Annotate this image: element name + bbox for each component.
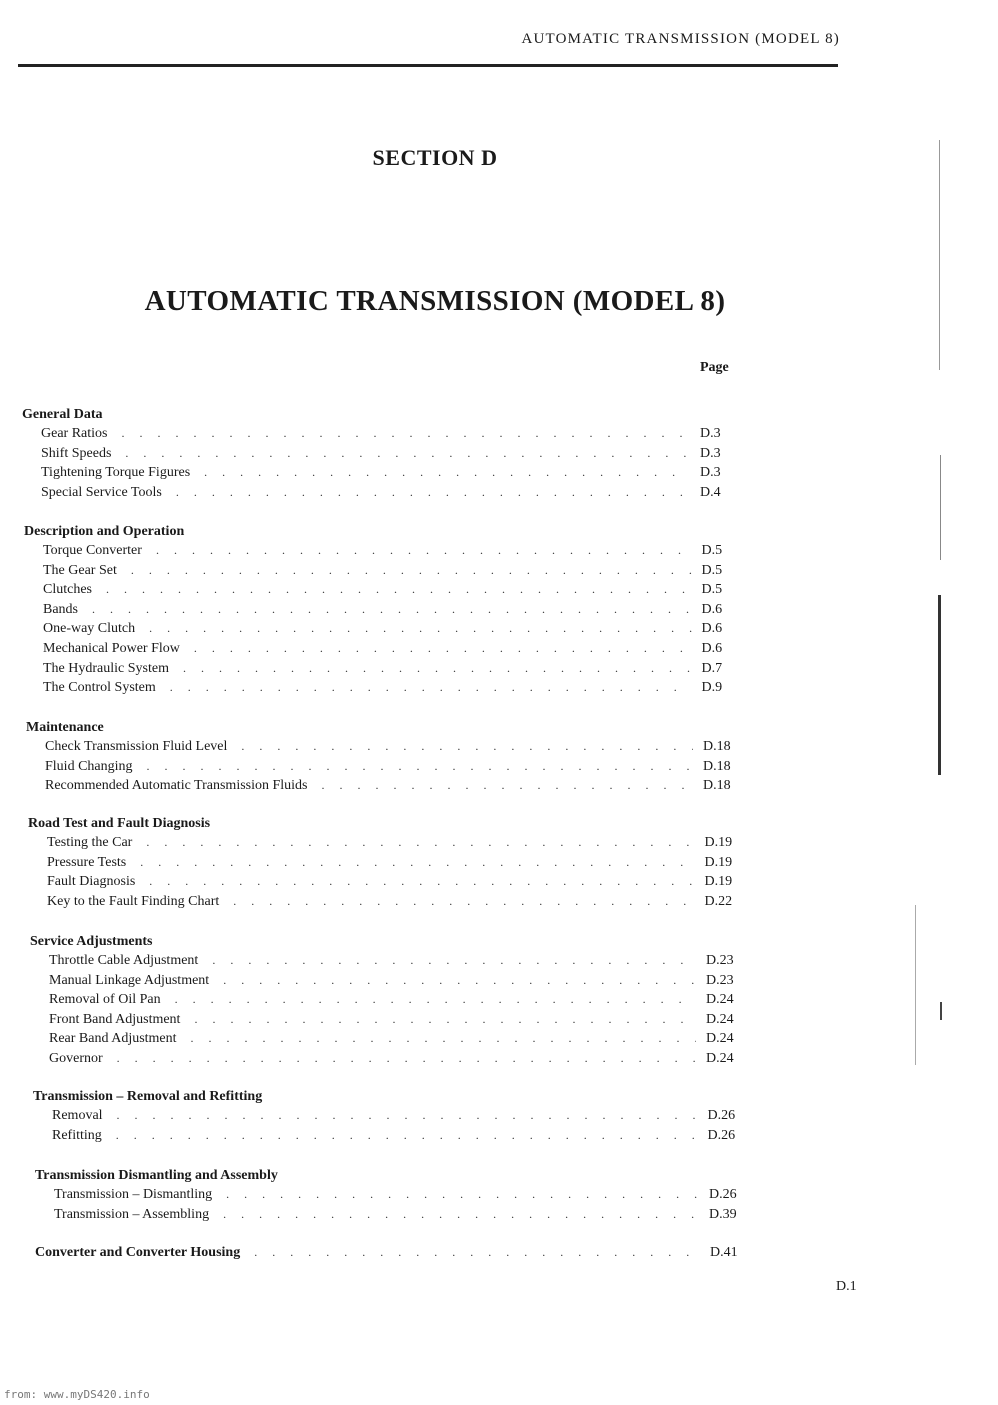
toc-entry-label: Governor [49,1051,103,1066]
toc-entry [52,1108,748,1128]
toc-entry-page: D.26 [707,1108,736,1123]
scan-mark [915,905,916,1065]
dot-leader [170,680,692,695]
toc-entry-label: Gear Ratios [41,426,108,441]
dot-leader [204,465,690,480]
toc-entry-page: D.6 [701,641,723,656]
toc-entry-label: Removal [52,1108,103,1123]
toc-entry-page: D.26 [709,1187,737,1202]
toc-entry-page: D.39 [709,1206,737,1222]
toc-entry [47,855,745,875]
dot-leader [176,485,690,500]
toc-entry [43,602,742,622]
toc-entry [47,835,745,855]
toc-entry [49,953,746,973]
toc-entry [49,1051,746,1071]
toc-entry-page: D.24 [706,1031,734,1047]
toc-group-title: Transmission Dismantling and Assembly [35,1168,278,1183]
toc-entry [43,621,742,641]
dot-leader [106,582,692,597]
page-number: D.1 [836,1279,857,1294]
toc-entry [54,1207,749,1227]
footer-source: from: www.myDS420.info [4,1388,150,1401]
toc-entry [43,641,742,661]
toc-entry-label: The Control System [43,680,156,696]
toc-entry [41,485,740,505]
scan-mark [940,455,941,560]
dot-leader [194,641,692,656]
dot-leader [117,1108,698,1123]
toc-entry-label: Mechanical Power Flow [43,641,180,656]
toc-entry-page: D.24 [706,1051,734,1066]
dot-leader [241,739,693,754]
toc-entry-page: D.24 [706,1011,734,1027]
toc-entry [43,543,742,563]
toc-entry-page: D.5 [701,562,723,578]
toc-entry-page: D.5 [701,582,723,598]
dot-leader [149,874,694,889]
toc-entry-label: Shift Speeds [41,445,112,461]
dot-leader [117,1051,696,1066]
running-header: AUTOMATIC TRANSMISSION (MODEL 8) [521,31,840,47]
toc-entry-page: D.18 [703,758,731,774]
toc-entry [52,1128,748,1148]
toc-entry-label: One-way Clutch [43,621,136,637]
toc-entry-label: Bands [43,601,78,617]
toc-entry-label: Tightening Torque Figures [41,465,191,481]
toc-entry-page: D.3 [700,445,721,461]
dot-leader [254,1245,700,1260]
header-rule [18,64,838,67]
toc-entry-label: Transmission – Assembling [54,1206,210,1222]
dot-leader [183,661,692,676]
scan-mark [939,140,940,370]
page-column-heading: Page [700,360,729,375]
toc-entry [54,1187,749,1207]
toc-group-title: Maintenance [26,720,104,735]
toc-entry-page: D.19 [704,874,733,890]
toc-entry-page: D.18 [703,778,731,794]
toc-entry-label: Fault Diagnosis [47,874,136,890]
toc-entry [49,1012,746,1032]
dot-leader [121,426,690,441]
toc-entry-label: Torque Converter [43,543,142,558]
toc-entry-page: D.5 [701,543,723,558]
toc-entry [49,1031,746,1051]
toc-entry [43,661,742,681]
toc-entry-page: D.23 [706,953,734,968]
toc-entry [41,426,740,446]
toc-entry [45,759,743,779]
dot-leader [149,621,691,636]
toc-entry-label: Pressure Tests [47,854,127,870]
final-entry [35,1245,750,1265]
toc-entry-page: D.3 [700,465,721,481]
toc-entry-label: The Gear Set [43,562,117,578]
toc-group-title: Service Adjustments [30,934,153,949]
toc-entry-page: D.19 [704,854,733,870]
toc-entry-page: D.22 [704,893,733,909]
toc-entry-label: Transmission – Dismantling [54,1187,213,1202]
dot-leader [116,1128,698,1143]
toc-entry-page: D.9 [701,680,723,696]
toc-entry-page: D.6 [701,601,723,617]
toc-entry [49,973,746,993]
scan-mark [938,595,941,775]
toc-entry-label: Special Service Tools [41,484,162,500]
dot-leader [226,1187,699,1202]
toc-entry-label: Manual Linkage Adjustment [49,972,210,988]
toc-entry [47,894,745,914]
toc-entry-label: Throttle Cable Adjustment [49,953,199,968]
toc-entry [45,739,743,759]
toc-group-title: Transmission – Removal and Refitting [33,1089,263,1104]
toc-entry-label: Removal of Oil Pan [49,992,161,1008]
dot-leader [223,973,696,988]
toc-entry-page: D.41 [710,1245,738,1260]
toc-group-title: Road Test and Fault Diagnosis [28,816,211,831]
dot-leader [175,992,696,1007]
toc-entry-page: D.7 [701,660,723,676]
toc-entry-page: D.18 [703,739,731,754]
toc-entry-page: D.3 [700,426,721,441]
dot-leader [233,894,694,909]
toc-entry-label: Front Band Adjustment [49,1011,181,1027]
dot-leader [125,446,690,461]
dot-leader [131,563,692,578]
dot-leader [147,759,693,774]
toc-entry [45,778,743,798]
toc-entry-page: D.24 [706,992,734,1008]
section-title: SECTION D [372,145,498,170]
toc-entry-page: D.23 [706,972,734,988]
toc-entry-label: Fluid Changing [45,758,133,774]
dot-leader [140,855,694,870]
toc-entry-page: D.4 [700,484,721,500]
toc-entry-page: D.6 [701,621,723,637]
toc-entry-label: Recommended Automatic Transmission Fluids [45,778,308,794]
toc-entry-page: D.26 [707,1127,736,1143]
page-title: AUTOMATIC TRANSMISSION (MODEL 8) [144,285,726,317]
toc-entry [47,874,745,894]
toc-entry-label: Testing the Car [47,835,133,850]
dot-leader [212,953,696,968]
toc-entry-label: Converter and Converter Housing [35,1245,241,1260]
toc-entry [49,992,746,1012]
toc-group-title: General Data [22,407,103,422]
dot-leader [191,1031,696,1046]
toc-entry-label: Rear Band Adjustment [49,1031,177,1047]
toc-group-title: Description and Operation [24,524,185,539]
toc-entry-label: The Hydraulic System [43,660,169,676]
dot-leader [322,778,693,793]
dot-leader [223,1207,699,1222]
dot-leader [156,543,692,558]
dot-leader [92,602,692,617]
toc-entry [43,582,742,602]
toc-entry [43,563,742,583]
toc-entry-label: Check Transmission Fluid Level [45,739,228,754]
toc-entry [43,680,742,700]
toc-entry [41,465,740,485]
dot-leader [146,835,694,850]
toc-entry-page: D.19 [704,835,733,850]
toc-entry-label: Refitting [52,1127,102,1143]
toc-entry-label: Clutches [43,582,92,598]
scan-mark [940,1002,942,1020]
toc-entry-label: Key to the Fault Finding Chart [47,893,220,909]
toc-entry [41,446,740,466]
dot-leader [194,1012,696,1027]
